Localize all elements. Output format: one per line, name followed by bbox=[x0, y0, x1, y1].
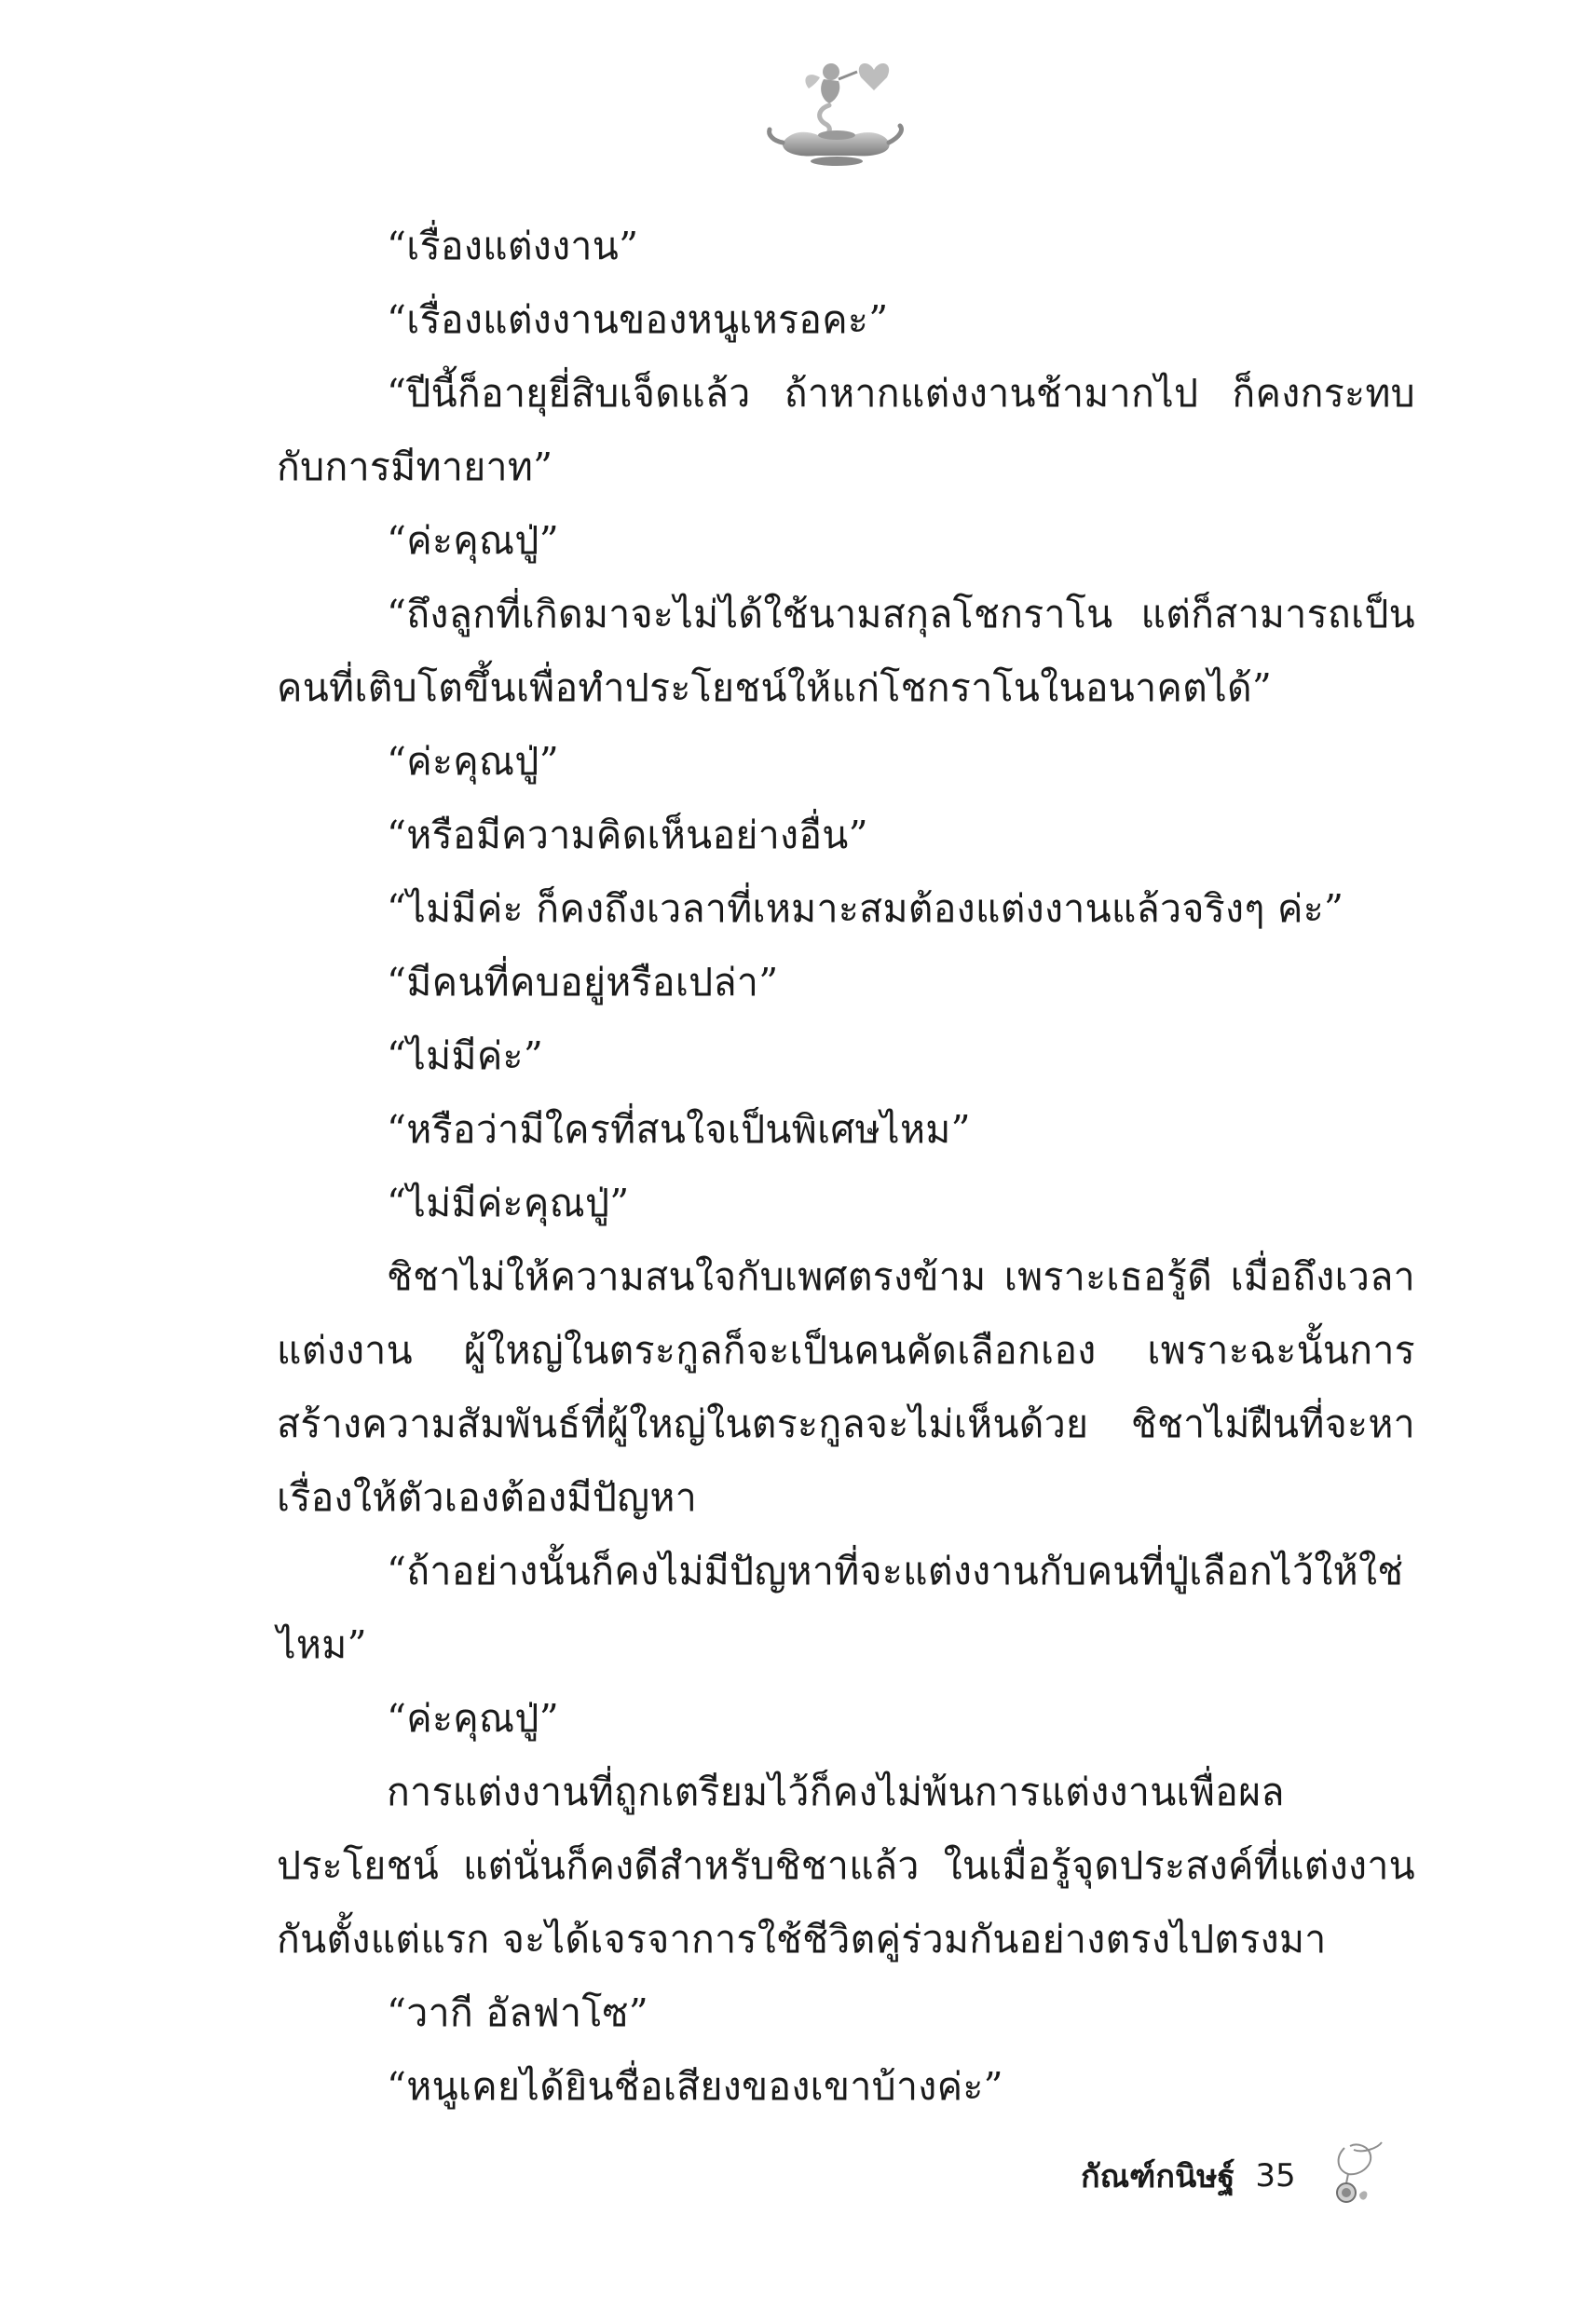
dialogue-line: “เรื่องแต่งงาน” bbox=[387, 224, 639, 268]
dialogue-line: “ถ้าอย่างนั้นก็คงไม่มีปัญหาที่จะแต่งงานกับคนที่ปู่เลือกไว้ให้ใช่ไหม” bbox=[277, 1549, 1404, 1667]
dialogue-line: “มีคนที่คบอยู่หรือเปล่า” bbox=[387, 960, 779, 1005]
dialogue-line: “ค่ะคุณปู่” bbox=[387, 1696, 559, 1741]
dialogue-line: “หรือมีความคิดเห็นอย่างอื่น” bbox=[387, 813, 868, 857]
dialogue-line: “ปีนี้ก็อายุยี่สิบเจ็ดแล้ว ถ้าหากแต่งงานช้ามากไป ก็คงกระทบกับการมีทายาท” bbox=[277, 371, 1415, 489]
page-number: 35 bbox=[1255, 2157, 1296, 2195]
dialogue-line: “ถึงลูกที่เกิดมาจะไม่ได้ใช้นามสกุลโชกราโน แต่ก็สามารถเป็นคนที่เติบโตขึ้นเพื่อทำประโยชน์ให้แก่โชกราโนในอนาคตได้” bbox=[277, 592, 1415, 710]
narration-paragraph: ชิชาไม่ให้ความสนใจกับเพศตรงข้าม เพราะเธอรู้ดี เมื่อถึงเวลาแต่งงาน ผู้ใหญ่ในตระกูลก็จะเป็นคนคัดเลือกเอง เพราะฉะนั้นการสร้างความสัมพันธ์ที่ผู้ใหญ่ในตระกูลจะไม่เห็นด้วย ชิชาไม่ฝืนที่จะหาเรื่องให้ตัวเองต้องมีปัญหา bbox=[277, 1254, 1415, 1520]
dialogue-line: “ไม่มีค่ะ” bbox=[387, 1033, 544, 1078]
narration-paragraph: การแต่งงานที่ถูกเตรียมไว้ก็คงไม่พ้นการแต่งงานเพื่อผลประโยชน์ แต่นั่นก็คงดีสำหรับชิชาแล้ว ในเมื่อรู้จุดประสงค์ที่แต่งงานกันตั้งแต่แรก จะได้เจรจาการใช้ชีวิตคู่ร่วมกันอย่างตรงไปตรงมา bbox=[277, 1770, 1415, 1962]
dialogue-line: “หรือว่ามีใครที่สนใจเป็นพิเศษไหม” bbox=[387, 1107, 971, 1152]
genie-lamp-cupid-icon bbox=[764, 51, 908, 168]
dialogue-line: “ไม่มีค่ะ ก็คงถึงเวลาที่เหมาะสมต้องแต่งงานแล้วจริงๆ ค่ะ” bbox=[387, 886, 1344, 931]
dialogue-line: “วากี อัลฟาโซ” bbox=[387, 1990, 649, 2035]
book-title: กัณฑ์กนิษฐ์ bbox=[1081, 2158, 1235, 2195]
dialogue-line: “ค่ะคุณปู่” bbox=[387, 739, 559, 784]
page-footer bbox=[1081, 2139, 1391, 2213]
dialogue-line: “ไม่มีค่ะคุณปู่” bbox=[387, 1181, 630, 1225]
dialogue-line: “เรื่องแต่งงานของหนูเหรอคะ” bbox=[387, 297, 889, 342]
dialogue-line: “ค่ะคุณปู่” bbox=[387, 518, 559, 563]
dialogue-line: “หนูเคยได้ยินชื่อเสียงของเขาบ้างค่ะ” bbox=[387, 2064, 1003, 2109]
page-body bbox=[277, 210, 1415, 2124]
pendant-necklace-icon bbox=[1326, 2139, 1391, 2213]
